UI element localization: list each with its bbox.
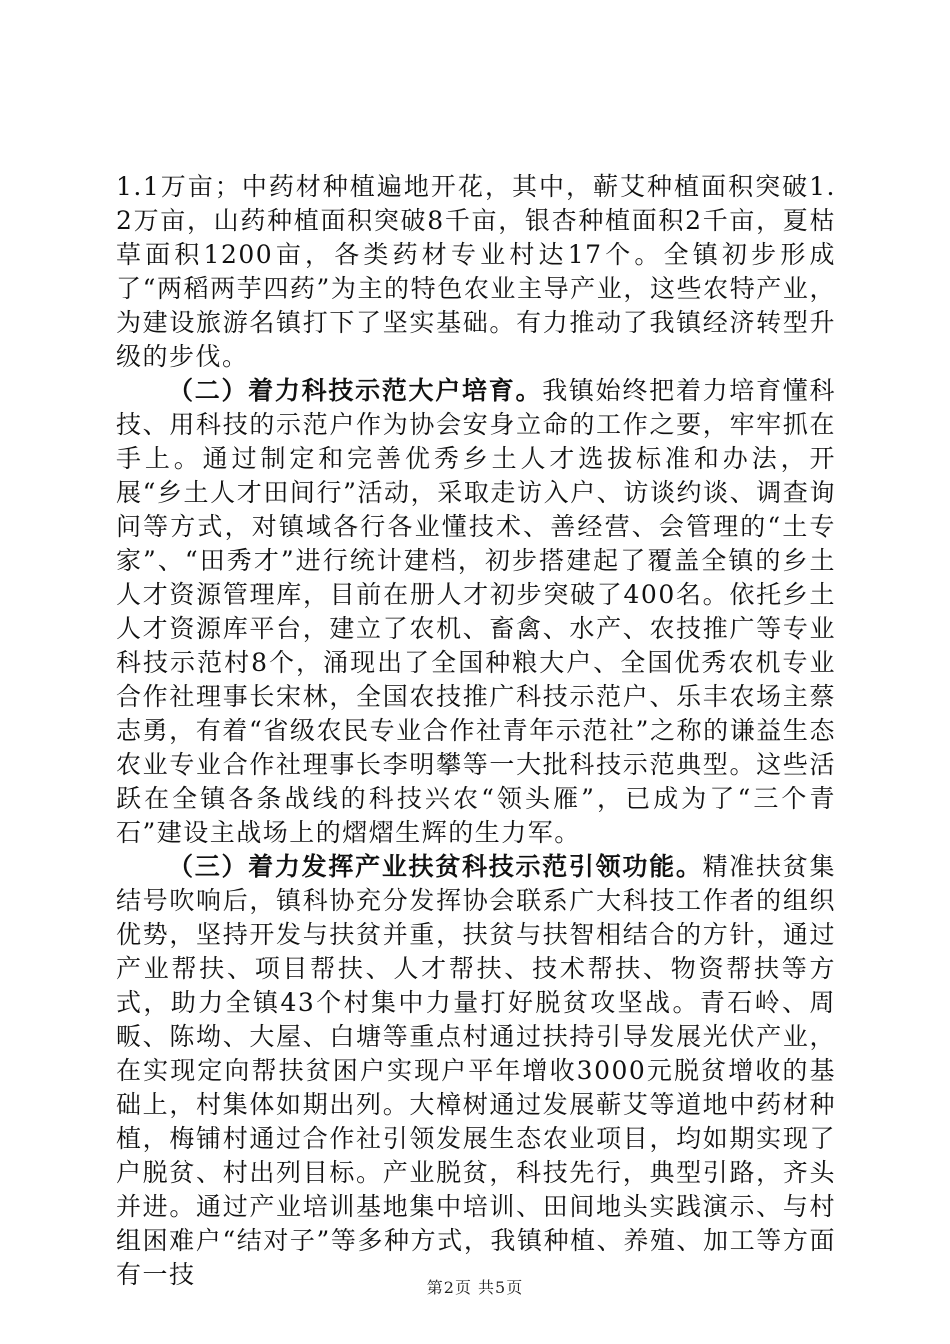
paragraph-text: 我镇始终把着力培育懂科技、用科技的示范户作为协会安身立命的工作之要，牢牢抓在手上。通过制定和完善优秀乡土人才选拔标准和办法，开展“乡土人才田间行”活动，采取走访入户、访谈约谈、调查询问等方式，对镇域各行各业懂技术、善经营、会管理的“土专家”、“田秀才”进行统计建档，初步搭建起了覆盖全镇的乡土人才资源管理库，目前在册人才初步突破了400名。依托乡土人才资源库平台，建立了农机、畜禽、水产、农技推广等专业科技示范村8个，涌现出了全国种粮大户、全国优秀农机专业合作社理事长宋林，全国农技推广科技示范户、乐丰农场主蔡志勇，有着“省级农民专业合作社青年示范社”之称的谦益生态农业专业合作社理事长李明攀等一大批科技示范典型。这些活跃在全镇各条战线的科技兴农“领头雁”，已成为了“三个青石”建设主战场上的熠熠生辉的生力军。	[116, 376, 836, 847]
section-heading: （三）着力发挥产业扶贫科技示范引领功能。	[168, 852, 703, 881]
paragraph-continued	[116, 170, 836, 374]
document-body	[116, 170, 836, 1292]
paragraph-text: 精准扶贫集结号吹响后，镇科协充分发挥协会联系广大科技工作者的组织优势，坚持开发与扶贫并重，扶贫与扶智相结合的方针，通过产业帮扶、项目帮扶、人才帮扶、技术帮扶、物资帮扶等方式，助力全镇43个村集中力量打好脱贫攻坚战。青石岭、周畈、陈坳、大屋、白塘等重点村通过扶持引导发展光伏产业，在实现定向帮扶贫困户实现户平年增收3000元脱贫增收的基础上，村集体如期出列。大樟树通过发展蕲艾等道地中药材种植，梅铺村通过合作社引领发展生态农业项目，均如期实现了户脱贫、村出列目标。产业脱贫，科技先行，典型引路，齐头并进。通过产业培训基地集中培训、田间地头实践演示、与村组困难户“结对子”等多种方式，我镇种植、养殖、加工等方面有一技	[116, 852, 836, 1289]
paragraph-section-3	[116, 850, 836, 1292]
paragraph-text: 1.1万亩；中药材种植遍地开花，其中，蕲艾种植面积突破1.2万亩，山药种植面积突破8千亩，银杏种植面积2千亩，夏枯草面积1200亩，各类药材专业村达17个。全镇初步形成了“两稻两芋四药”为主的特色农业主导产业，这些农特产业，为建设旅游名镇打下了坚实基础。有力推动了我镇经济转型升级的步伐。	[116, 172, 836, 371]
page-number-footer: 第2页 共5页	[426, 1278, 524, 1297]
paragraph-section-2	[116, 374, 836, 850]
section-heading: （二）着力科技示范大户培育。	[168, 376, 543, 405]
